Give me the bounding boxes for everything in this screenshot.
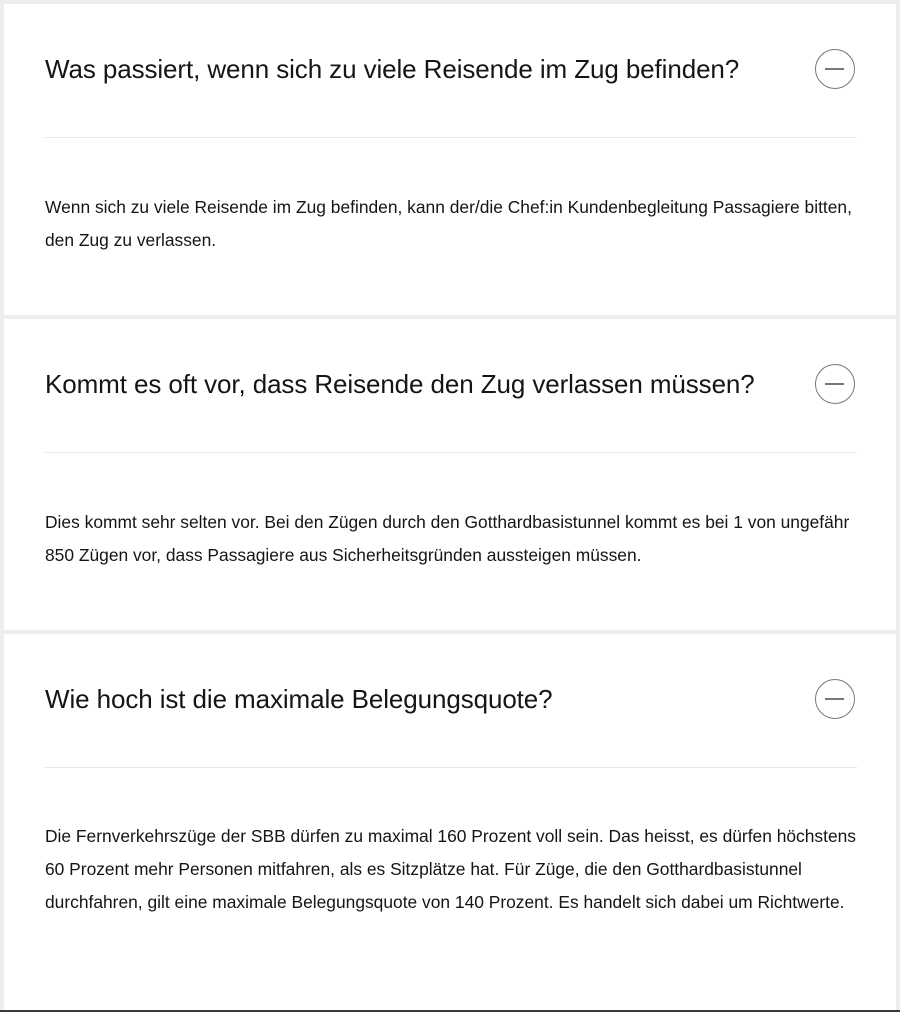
divider	[45, 452, 857, 453]
faq-item	[4, 319, 896, 630]
faq-item-header[interactable]	[4, 4, 896, 137]
collapse-button[interactable]	[815, 364, 855, 404]
collapse-button[interactable]	[815, 49, 855, 89]
faq-answer: Wenn sich zu viele Reisende im Zug befinden, kann der/die Chef:in Kundenbegleitung Passagiere bitten, den Zug zu verlassen.	[45, 197, 852, 250]
faq-item-header[interactable]	[4, 634, 896, 767]
minus-icon	[825, 383, 844, 385]
faq-answer: Die Fernverkehrszüge der SBB dürfen zu maximal 160 Prozent voll sein. Das heisst, es dürfen höchstens 60 Prozent mehr Personen mitfahren, als es Sitzplätze hat. Für Züge, die den Gotthardbasistunnel durchfahren, gilt eine maximale Belegungsquote von 140 Prozent. Es handelt sich dabei um Richtwerte.	[45, 826, 856, 912]
minus-icon	[825, 68, 844, 70]
faq-item-header[interactable]	[4, 319, 896, 452]
collapse-button[interactable]	[815, 679, 855, 719]
divider	[45, 137, 857, 138]
faq-item	[4, 4, 896, 315]
faq-item	[4, 634, 896, 1012]
faq-question[interactable]: Kommt es oft vor, dass Reisende den Zug verlassen müssen?	[45, 369, 755, 399]
faq-question[interactable]: Was passiert, wenn sich zu viele Reisende im Zug befinden?	[45, 54, 740, 84]
faq-question[interactable]: Wie hoch ist die maximale Belegungsquote?	[45, 684, 553, 714]
divider	[45, 767, 857, 768]
minus-icon	[825, 698, 844, 700]
faq-answer: Dies kommt sehr selten vor. Bei den Zügen durch den Gotthardbasistunnel kommt es bei 1 von ungefähr 850 Zügen vor, dass Passagiere aus Sicherheitsgründen aussteigen müssen.	[45, 512, 850, 565]
